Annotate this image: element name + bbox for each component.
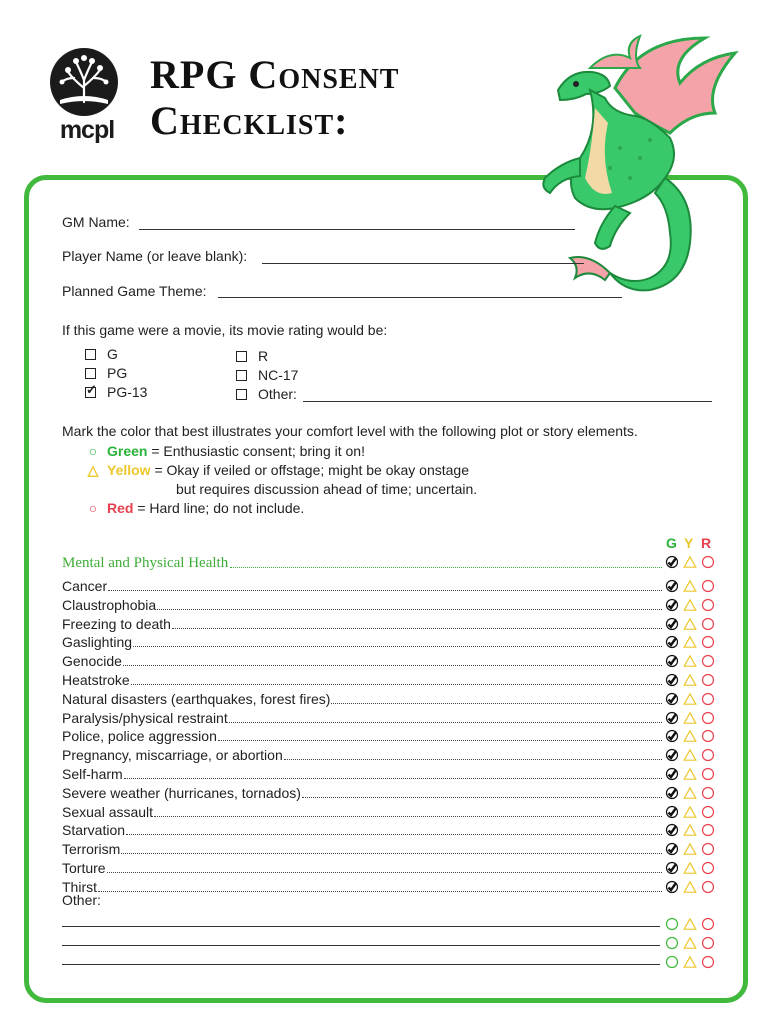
- list-item: [62, 783, 664, 802]
- gm-name-input[interactable]: [139, 229, 575, 230]
- item-label: Freezing to death: [62, 616, 171, 632]
- legend-yellow-cont: but requires discussion ahead of time; uncertain.: [176, 481, 478, 497]
- yellow-triangle-icon[interactable]: [683, 635, 697, 649]
- yellow-triangle-icon[interactable]: [683, 786, 697, 800]
- circle-icon: ○: [88, 500, 98, 516]
- rating-option-r[interactable]: [236, 347, 268, 366]
- column-r: R: [701, 535, 712, 551]
- list-item: [62, 651, 664, 670]
- list-item: [62, 745, 664, 764]
- list-item: [62, 708, 664, 727]
- red-circle-icon[interactable]: [701, 598, 715, 612]
- legend-red: [85, 499, 304, 518]
- red-circle-icon[interactable]: [701, 936, 715, 950]
- leader-dots: [284, 759, 662, 760]
- checkbox[interactable]: [85, 368, 96, 379]
- leader-dots: [172, 628, 662, 629]
- list-item: [62, 764, 664, 783]
- checkmark-icon: ✓: [86, 382, 97, 397]
- rating-marks: [665, 635, 715, 651]
- item-label: Gaslighting: [62, 634, 133, 650]
- legend-yellow-text: = Okay if veiled or offstage; might be okay onstage: [150, 462, 470, 478]
- checked-green-circle-icon[interactable]: [665, 711, 679, 725]
- checked-green-circle-icon[interactable]: [665, 654, 679, 668]
- checked-green-circle-icon[interactable]: [665, 861, 679, 875]
- rating-option-label: NC-17: [258, 367, 299, 383]
- item-label: Paralysis/physical restraint: [62, 710, 228, 726]
- rating-option-label: PG-13: [107, 384, 148, 400]
- leader-dots: [131, 684, 662, 685]
- column-g: G: [666, 535, 677, 551]
- red-circle-icon[interactable]: [701, 955, 715, 969]
- rating-marks: [665, 555, 715, 571]
- leader-dots: [331, 703, 662, 704]
- list-item: [62, 689, 664, 708]
- yellow-triangle-icon[interactable]: [683, 711, 697, 725]
- rating-option-label: R: [258, 348, 269, 364]
- triangle-icon: △: [87, 462, 99, 478]
- title-line-2: Checklist:: [150, 98, 349, 143]
- other-item-input[interactable]: [62, 945, 660, 946]
- list-item: [62, 670, 664, 689]
- item-label: Self-harm: [62, 766, 123, 782]
- list-item: [62, 614, 664, 633]
- checked-green-circle-icon[interactable]: [665, 880, 679, 894]
- checkbox[interactable]: [236, 389, 247, 400]
- item-label: Thirst: [62, 879, 97, 895]
- rating-marks: [665, 617, 715, 633]
- checked-green-circle-icon[interactable]: [665, 729, 679, 743]
- item-label: Claustrophobia: [62, 597, 157, 613]
- leader-dots: [123, 665, 662, 666]
- rating-prompt: If this game were a movie, its movie rating would be:: [62, 322, 388, 338]
- yellow-triangle-icon[interactable]: [683, 955, 697, 969]
- red-circle-icon[interactable]: [701, 786, 715, 800]
- logo-text: mcpl: [59, 116, 115, 144]
- other-item-input[interactable]: [62, 926, 660, 927]
- rating-marks: [665, 711, 715, 727]
- section-heading: [62, 552, 664, 572]
- leader-dots: [124, 778, 662, 779]
- item-label: Starvation: [62, 822, 126, 838]
- legend-red-text: = Hard line; do not include.: [133, 500, 305, 516]
- yellow-triangle-icon[interactable]: [683, 579, 697, 593]
- rating-marks: [665, 936, 715, 952]
- red-circle-icon[interactable]: [701, 842, 715, 856]
- list-item: [62, 820, 664, 839]
- red-circle-icon[interactable]: [701, 805, 715, 819]
- leader-dots: [107, 872, 662, 873]
- item-label: Sexual assault: [62, 804, 154, 820]
- game-theme-input[interactable]: [218, 297, 622, 298]
- item-label: Pregnancy, miscarriage, or abortion: [62, 747, 283, 763]
- legend-red-word: Red: [107, 500, 134, 516]
- player-name-field: [62, 246, 247, 266]
- rating-option-label: G: [107, 346, 118, 362]
- column-y: Y: [684, 535, 694, 551]
- other-label: Other:: [62, 892, 101, 908]
- list-item: [62, 877, 664, 896]
- rating-option-label: PG: [107, 365, 128, 381]
- leader-dots: [108, 590, 662, 591]
- rating-marks: [665, 729, 715, 745]
- yellow-triangle-icon[interactable]: [683, 673, 697, 687]
- leader-dots: [229, 722, 662, 723]
- red-circle-icon[interactable]: [701, 617, 715, 631]
- list-item: [62, 726, 664, 745]
- checked-green-circle-icon[interactable]: [665, 805, 679, 819]
- legend-green-word: Green: [107, 443, 148, 459]
- leader-dots: [218, 740, 662, 741]
- red-circle-icon[interactable]: [701, 880, 715, 894]
- dragon-illustration-icon: [520, 28, 750, 303]
- rating-option-other[interactable]: [236, 385, 297, 404]
- title-line-1: RPG Consent: [150, 52, 400, 97]
- list-item: [62, 839, 664, 858]
- rating-option-pg[interactable]: [85, 364, 127, 383]
- item-label: Cancer: [62, 578, 108, 594]
- checked-green-circle-icon[interactable]: [665, 786, 679, 800]
- green-circle-icon[interactable]: [665, 936, 679, 950]
- rating-marks: [665, 861, 715, 877]
- green-circle-icon[interactable]: [665, 917, 679, 931]
- item-label: Severe weather (hurricanes, tornados): [62, 785, 301, 801]
- leader-dots: [154, 816, 662, 817]
- red-circle-icon[interactable]: [701, 767, 715, 781]
- item-label: Police, police aggression: [62, 728, 217, 744]
- checked-green-circle-icon[interactable]: [665, 823, 679, 837]
- rating-marks: [665, 786, 715, 802]
- yellow-triangle-icon[interactable]: [683, 936, 697, 950]
- rating-marks: [665, 842, 715, 858]
- yellow-triangle-icon[interactable]: [683, 748, 697, 762]
- game-theme-field: [62, 281, 207, 301]
- section-title: Mental and Physical Health: [62, 555, 229, 571]
- tree-logo-icon: [50, 48, 118, 116]
- leader-dots: [230, 567, 662, 568]
- red-circle-icon[interactable]: [701, 861, 715, 875]
- leader-dots: [157, 609, 662, 610]
- yellow-triangle-icon[interactable]: [683, 729, 697, 743]
- leader-dots: [121, 853, 662, 854]
- yellow-triangle-icon[interactable]: [683, 617, 697, 631]
- red-circle-icon[interactable]: [701, 692, 715, 706]
- item-label: Terrorism: [62, 841, 121, 857]
- yellow-triangle-icon[interactable]: [683, 861, 697, 875]
- game-theme-label: Planned Game Theme:: [62, 283, 207, 299]
- red-circle-icon[interactable]: [701, 673, 715, 687]
- list-item: [62, 595, 664, 614]
- gm-name-label: GM Name:: [62, 214, 130, 230]
- red-circle-icon[interactable]: [701, 748, 715, 762]
- checked-green-circle-icon[interactable]: [665, 617, 679, 631]
- rating-marks: [665, 805, 715, 821]
- checkbox[interactable]: [85, 349, 96, 360]
- rating-marks: [665, 880, 715, 896]
- gm-name-field: [62, 212, 130, 232]
- red-circle-icon[interactable]: [701, 711, 715, 725]
- red-circle-icon[interactable]: [701, 917, 715, 931]
- yellow-triangle-icon[interactable]: [683, 880, 697, 894]
- red-circle-icon[interactable]: [701, 823, 715, 837]
- other-item-input[interactable]: [62, 964, 660, 965]
- leader-dots: [126, 834, 662, 835]
- leader-dots: [133, 646, 662, 647]
- item-label: Genocide: [62, 653, 122, 669]
- rating-marks: [665, 748, 715, 764]
- yellow-triangle-icon[interactable]: [683, 692, 697, 706]
- checkbox[interactable]: [236, 370, 247, 381]
- checked-green-circle-icon[interactable]: [665, 842, 679, 856]
- leader-dots: [98, 891, 662, 892]
- legend-yellow-word: Yellow: [107, 462, 151, 478]
- yellow-triangle-icon[interactable]: [683, 767, 697, 781]
- page-title: [150, 52, 399, 144]
- list-item: [62, 632, 664, 651]
- red-circle-icon[interactable]: [701, 579, 715, 593]
- rating-option-g[interactable]: [85, 345, 118, 364]
- rating-option-pg13[interactable]: [85, 383, 147, 402]
- rating-marks: [665, 692, 715, 708]
- checkbox[interactable]: [236, 351, 247, 362]
- checked-green-circle-icon[interactable]: [665, 555, 679, 569]
- green-circle-icon[interactable]: [665, 955, 679, 969]
- rating-option-label: Other:: [258, 386, 297, 402]
- list-item: [62, 802, 664, 821]
- yellow-triangle-icon[interactable]: [683, 917, 697, 931]
- checked-green-circle-icon[interactable]: [665, 673, 679, 687]
- rating-marks: [665, 654, 715, 670]
- yellow-triangle-icon[interactable]: [683, 654, 697, 668]
- rating-marks: [665, 598, 715, 614]
- yellow-triangle-icon[interactable]: [683, 823, 697, 837]
- mcpl-logo: [50, 48, 122, 144]
- rating-marks: [665, 673, 715, 689]
- legend-yellow: [85, 461, 469, 480]
- rating-marks: [665, 823, 715, 839]
- list-item: [62, 576, 664, 595]
- checked-green-circle-icon[interactable]: [665, 598, 679, 612]
- checked-green-circle-icon[interactable]: [665, 748, 679, 762]
- rating-other-input[interactable]: [303, 401, 712, 402]
- rating-marks: [665, 579, 715, 595]
- rating-marks: [665, 955, 715, 971]
- rating-option-nc17[interactable]: [236, 366, 298, 385]
- legend-green: [85, 442, 365, 461]
- item-label: Torture: [62, 860, 106, 876]
- checked-green-circle-icon[interactable]: [665, 692, 679, 706]
- red-circle-icon[interactable]: [701, 654, 715, 668]
- yellow-triangle-icon[interactable]: [683, 842, 697, 856]
- red-circle-icon[interactable]: [701, 635, 715, 649]
- red-circle-icon[interactable]: [701, 555, 715, 569]
- checked-green-circle-icon[interactable]: [665, 635, 679, 649]
- yellow-triangle-icon[interactable]: [683, 805, 697, 819]
- circle-icon: ○: [88, 443, 98, 459]
- yellow-triangle-icon[interactable]: [683, 598, 697, 612]
- player-name-label: Player Name (or leave blank):: [62, 248, 248, 264]
- item-label: Natural disasters (earthquakes, forest fires): [62, 691, 331, 707]
- rating-marks: [665, 767, 715, 783]
- player-name-input[interactable]: [262, 263, 584, 264]
- item-label: Heatstroke: [62, 672, 130, 688]
- yellow-triangle-icon[interactable]: [683, 555, 697, 569]
- checked-green-circle-icon[interactable]: [665, 767, 679, 781]
- legend-green-text: = Enthusiastic consent; bring it on!: [147, 443, 365, 459]
- checked-green-circle-icon[interactable]: [665, 579, 679, 593]
- leader-dots: [302, 797, 662, 798]
- instructions: Mark the color that best illustrates your comfort level with the following plot or story elements.: [62, 423, 638, 439]
- checkbox-checked[interactable]: [85, 382, 97, 398]
- list-item: [62, 858, 664, 877]
- red-circle-icon[interactable]: [701, 729, 715, 743]
- rating-marks: [665, 917, 715, 933]
